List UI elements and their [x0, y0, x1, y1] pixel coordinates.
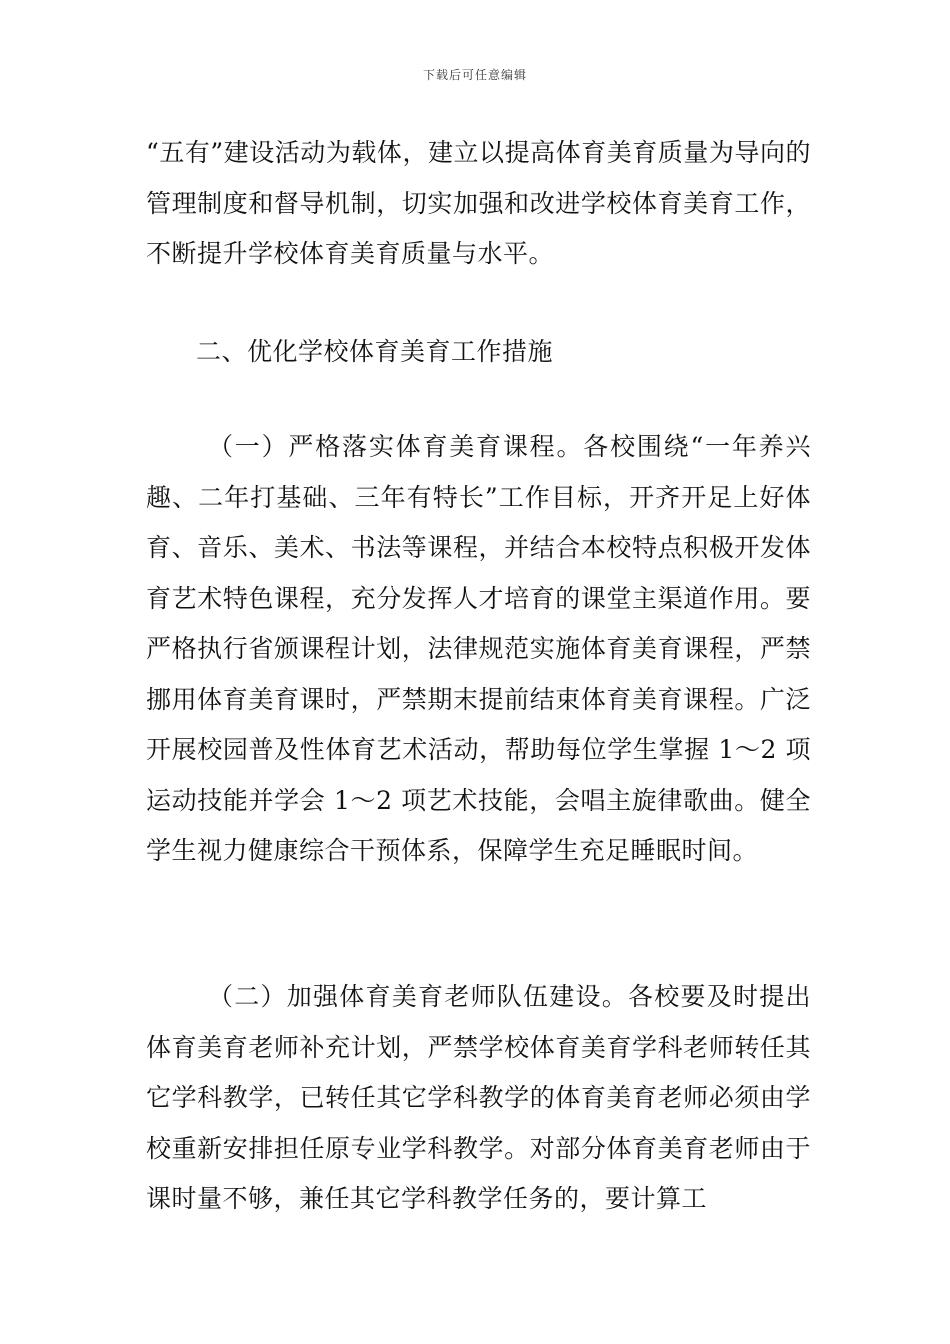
paragraph-measure-1: （一）严格落实体育美育课程。各校围绕“一年养兴趣、二年打基础、三年有特长”工作目标，开齐开足上好体育、音乐、美术、书法等课程，并结合本校特点积极开发体育艺术特色课程，充分发挥人才培育的课堂主渠道作用。要严格执行省颁课程计划，法律规范实施体育美育课程，严禁挪用体育美育课时，严禁期末提前结束体育美育课程。广泛开展校园普及性体育艺术活动，帮助每位学生掌握 1～2 项运动技能并学会 1～2 项艺术技能，会唱主旋律歌曲。健全学生视力健康综合干预体系，保障学生充足睡眠时间。: [146, 432, 811, 865]
paragraph-continuation: “五有”建设活动为载体，建立以提高体育美育质量为导向的管理制度和督导机制，切实加强和改进学校体育美育工作，不断提升学校体育美育质量与水平。: [146, 138, 811, 268]
section-heading: 二、优化学校体育美育工作措施: [196, 337, 554, 366]
page-header: 下载后可任意编辑: [422, 68, 527, 82]
paragraph-measure-2: （二）加强体育美育老师队伍建设。各校要及时提出体育美育老师补充计划，严禁学校体育美育学科老师转任其它学科教学，已转任其它学科教学的体育美育老师必须由学校重新安排担任原专业学科教学。对部分体育美育老师由于课时量不够，兼任其它学科教学任务的，要计算工: [146, 982, 811, 1213]
